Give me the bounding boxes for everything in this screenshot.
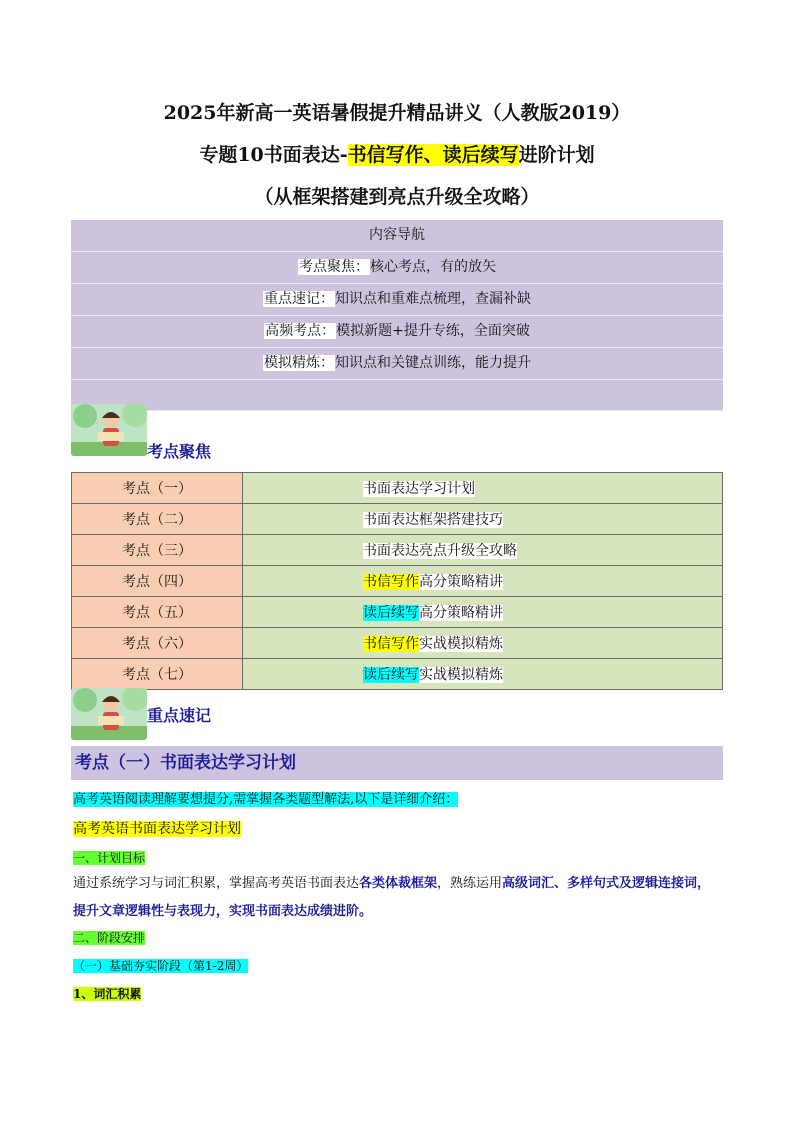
plan-title-line [73,818,241,838]
nav-row [71,348,723,380]
para-text: 通过系统学习与词汇积累，掌握高考英语书面表达 [73,876,360,891]
topic-text: 书面表达学习计划 [363,481,475,497]
table-cell-topic [243,566,723,597]
table-row [72,597,723,628]
table-cell-key: 考点（四） [72,566,243,597]
table-cell-key: 考点（七） [72,659,243,690]
table-cell-topic [243,659,723,690]
heading-phase-line [73,957,248,974]
subtitle-suffix: 进阶计划 [518,144,595,166]
subtitle-highlight: 书信写作、读后续写 [347,144,519,166]
nav-row-label: 模拟精炼： [264,355,334,371]
table-row [72,473,723,504]
topic-text: 高分策略精讲 [419,605,503,621]
topic-text: 实战模拟精炼 [419,667,503,683]
goal-paragraph [73,870,723,926]
table-row [72,566,723,597]
table-cell-topic [243,628,723,659]
table-cell-topic [243,504,723,535]
heading-vocab-line [73,985,141,1002]
content-navigation [71,220,723,411]
nav-row-text: 知识点和重难点梳理，查漏补缺 [335,291,531,307]
intro-line [73,788,458,807]
topic-highlight: 书信写作 [363,574,419,590]
key-points-table [71,472,723,690]
subtitle-prefix: 专题10书面表达- [199,144,348,166]
table-cell-topic [243,535,723,566]
section-title-focus: 考点聚焦 [147,442,212,461]
para-text: ，熟练运用 [437,876,503,891]
topic-highlight: 读后续写 [363,667,419,683]
table-row [72,659,723,690]
nav-row-text: 模拟新题+提升专练，全面突破 [336,323,530,339]
table-row [72,535,723,566]
table-cell-key: 考点（五） [72,597,243,628]
topic-highlight: 书信写作 [363,636,419,652]
boy-reading-illustration-icon [71,688,147,740]
document-tagline: （从框架搭建到亮点升级全攻略） [254,186,540,208]
table-row [72,504,723,535]
table-cell-key: 考点（三） [72,535,243,566]
section-title-notes: 重点速记 [147,706,212,725]
nav-row-text: 核心考点，有的放矢 [370,259,496,275]
document-subtitle [0,140,794,167]
boy-reading-illustration-icon [71,404,147,456]
topic-text: 书面表达亮点升级全攻略 [363,543,517,559]
nav-row [71,284,723,316]
table-cell-key: 考点（六） [72,628,243,659]
para-emphasis: 各类体裁框架 [359,876,438,891]
section-bar-point-1: 考点（一）书面表达学习计划 [71,746,723,780]
topic-text: 实战模拟精炼 [419,636,503,652]
para-emphasis: 高级词汇、多样句式及逻辑连接词，提升文章逻辑性与表现力，实现书面表达成绩进阶。 [73,876,711,919]
topic-text: 高分策略精讲 [419,574,503,590]
heading-stages: 二、阶段安排 [73,931,146,945]
heading-stages-line [73,929,145,946]
nav-row [71,252,723,284]
heading-phase: （一）基础夯实阶段（第1-2周） [73,959,249,973]
nav-row-label: 重点速记： [264,291,334,307]
nav-header [71,220,723,252]
document-title: 2025年新高一英语暑假提升精品讲义（人教版2019） [163,102,631,124]
nav-row-text: 知识点和关键点训练，能力提升 [335,355,531,371]
nav-row-label: 高频考点： [265,323,336,339]
table-cell-topic [243,473,723,504]
nav-row-label: 考点聚焦： [299,259,369,275]
table-row [72,628,723,659]
intro-text: 高考英语阅读理解要想提分,需掌握各类题型解法,以下是详细介绍： [73,792,459,807]
topic-text: 书面表达框架搭建技巧 [363,512,503,528]
nav-row [71,316,723,348]
heading-goal-line [73,849,145,866]
nav-empty-row [71,380,723,411]
nav-header-text: 内容导航 [369,227,425,243]
table-cell-key: 考点（一） [72,473,243,504]
heading-vocab: 1、词汇积累 [73,987,142,1001]
table-cell-key: 考点（二） [72,504,243,535]
topic-highlight: 读后续写 [363,605,419,621]
heading-goal: 一、计划目标 [73,851,146,865]
table-cell-topic [243,597,723,628]
plan-title: 高考英语书面表达学习计划 [73,821,241,837]
